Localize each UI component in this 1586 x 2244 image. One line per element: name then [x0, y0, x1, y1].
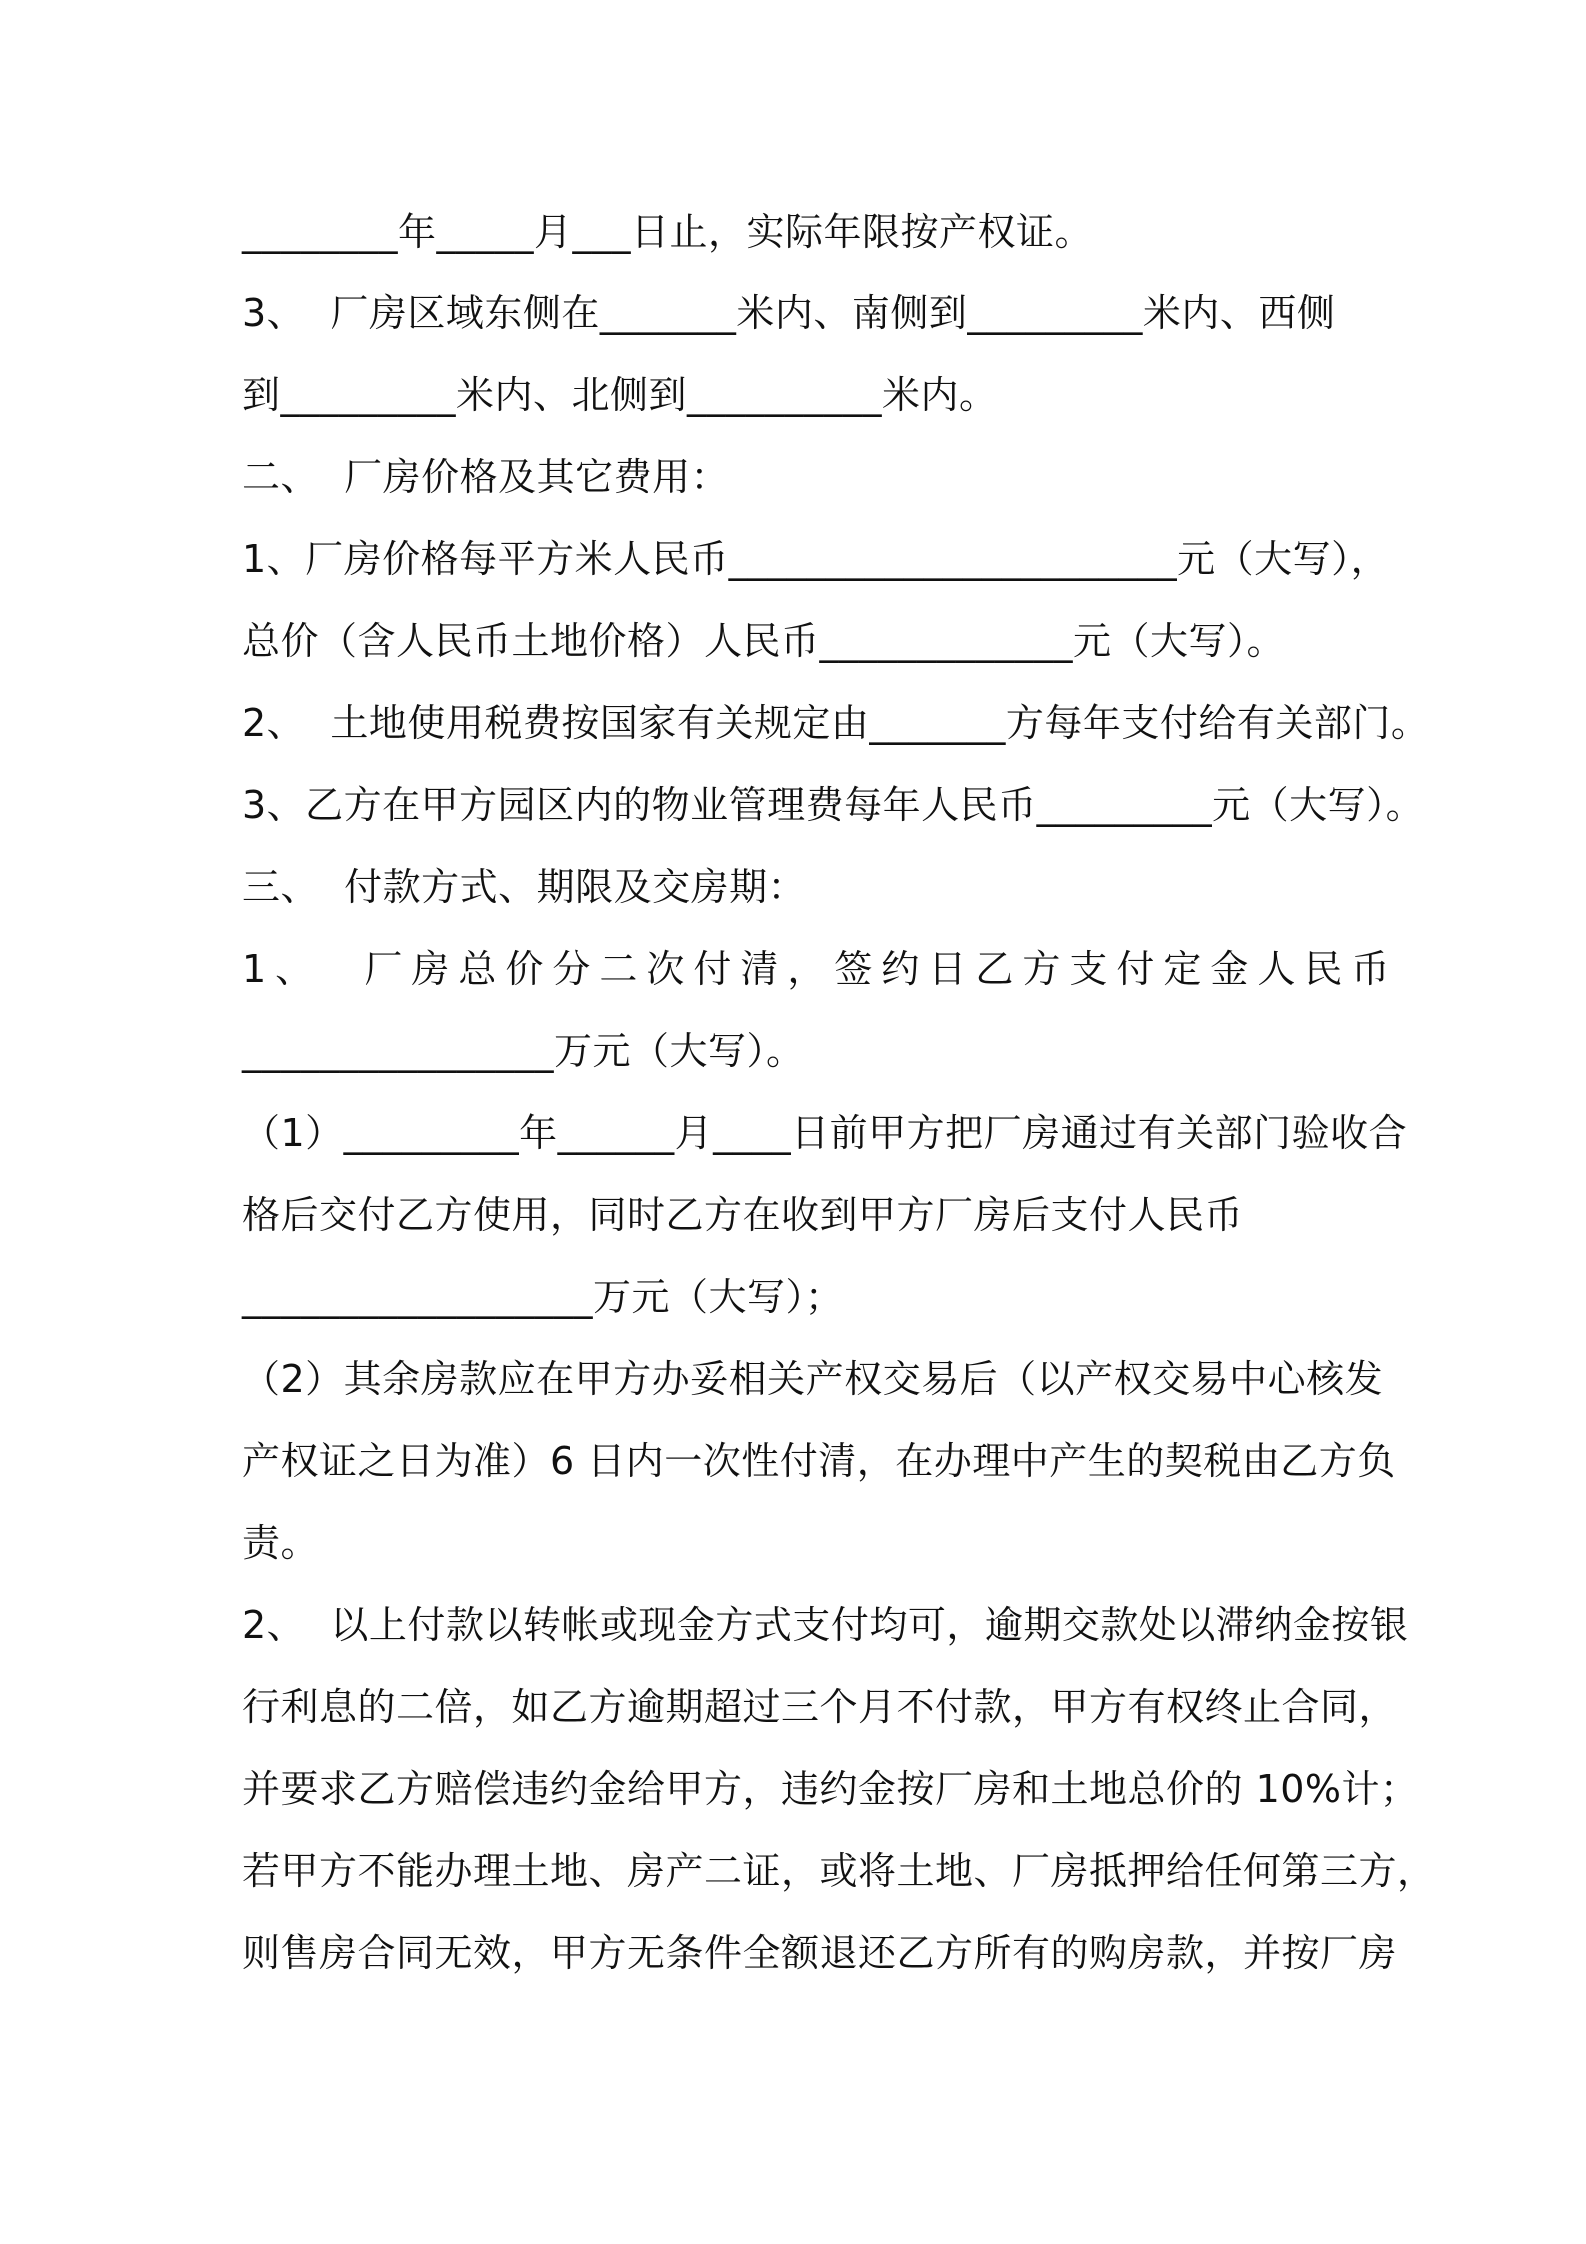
text-line: （1）_________年______月____日前甲方把厂房通过有关部门验收合 [242, 1111, 1408, 1155]
text-line: 行利息的二倍，如乙方逾期超过三个月不付款，甲方有权终止合同， [242, 1685, 1398, 1729]
text-line: 若甲方不能办理土地、房产二证，或将土地、厂房抵押给任何第三方， [242, 1849, 1436, 1893]
text-line: 3、乙方在甲方园区内的物业管理费每年人民币_________元（大写）。 [242, 783, 1425, 827]
text-line: 2、 土地使用税费按国家有关规定由_______方每年支付给有关部门。 [242, 701, 1430, 745]
text-line: 格后交付乙方使用，同时乙方在收到甲方厂房后支付人民币 [242, 1193, 1244, 1237]
text-line: （2）其余房款应在甲方办妥相关产权交易后（以产权交易中心核发 [242, 1357, 1384, 1401]
section-heading: 二、 厂房价格及其它费用： [242, 455, 730, 499]
text-line: 3、 厂房区域东侧在_______米内、南侧到_________米内、西侧 [242, 291, 1336, 335]
text-line: 到_________米内、北侧到__________米内。 [242, 373, 998, 417]
text-line: 并要求乙方赔偿违约金给甲方，违约金按厂房和土地总价的 10%计； [242, 1767, 1419, 1811]
text-line: __________________万元（大写）； [242, 1275, 844, 1319]
text-line: 总价（含人民币土地价格）人民币_____________元（大写）。 [242, 619, 1286, 663]
text-line: ________年_____月___日止，实际年限按产权证。 [242, 210, 1094, 254]
text-line: 责。 [242, 1521, 320, 1565]
text-line: 1、厂房价格每平方米人民币_______________________元（大写）， [242, 537, 1390, 581]
section-heading: 三、 付款方式、期限及交房期： [242, 865, 807, 909]
text-line: ________________万元（大写）。 [242, 1029, 805, 1073]
text-line: 1、 厂房总价分二次付清，签约日乙方支付定金人民币 [242, 947, 1399, 991]
text-line: 则售房合同无效，甲方无条件全额退还乙方所有的购房款，并按厂房 [242, 1931, 1398, 1975]
text-line: 产权证之日为准）6 日内一次性付清，在办理中产生的契税由乙方负 [242, 1439, 1396, 1483]
text-line: 2、 以上付款以转帐或现金方式支付均可，逾期交款处以滞纳金按银 [242, 1603, 1409, 1647]
